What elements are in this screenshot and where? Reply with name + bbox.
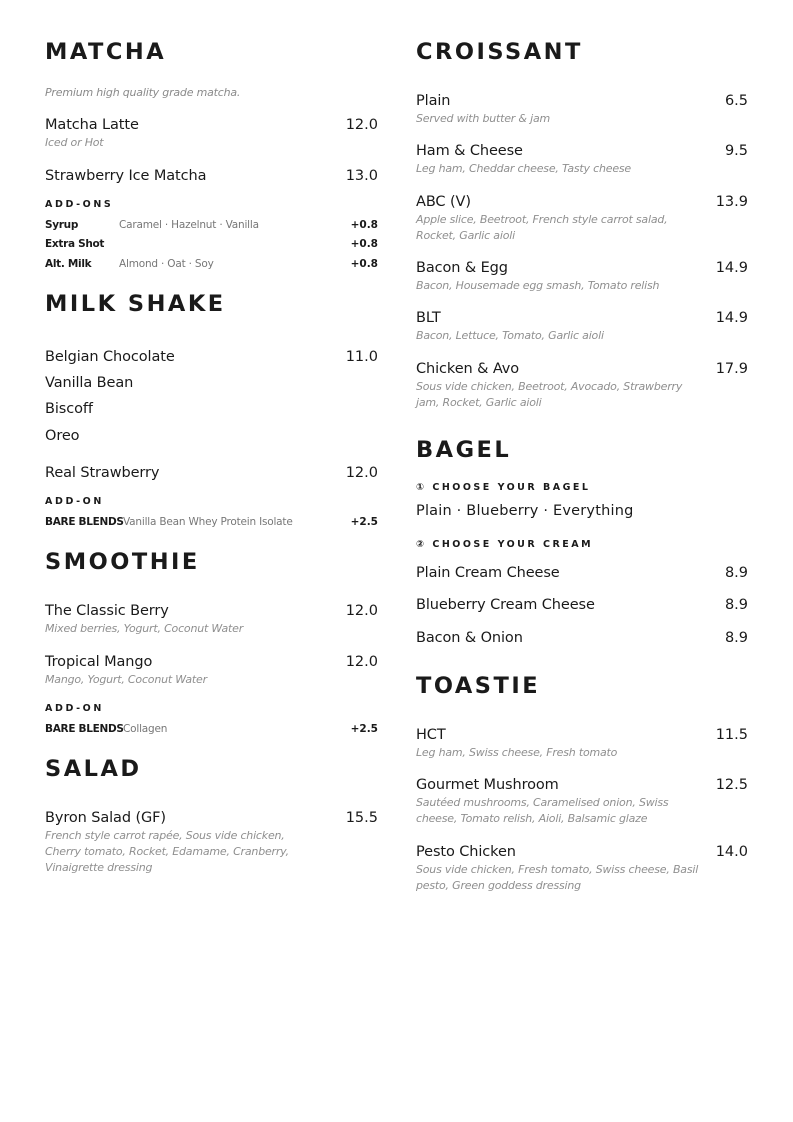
item-name: Belgian Chocolate xyxy=(45,349,175,365)
addon-options: Almond · Oat · Soy xyxy=(119,258,214,270)
bagel-step-2-heading: ② CHOOSE YOUR CREAM xyxy=(416,539,594,550)
item-name: HCT xyxy=(416,727,446,743)
item-price: 15.5 xyxy=(345,810,378,826)
menu-item-bacon-onion xyxy=(416,630,748,647)
item-price: 14.9 xyxy=(715,310,748,326)
bagel-types: Plain · Blueberry · Everything xyxy=(416,503,634,519)
item-description: Sautéed mushrooms, Caramelised onion, Swiss cheese, Tomato relish, Aioli, Balsamic glaze xyxy=(416,796,669,825)
addon-price: +0.8 xyxy=(350,219,378,231)
menu-item-gourmet-mushroom xyxy=(416,777,748,827)
item-description: French style carrot rapée, Sous vide chicken, Cherry tomato, Rocket, Edamame, Cranberry, Vinaigrette dressing xyxy=(45,829,289,874)
item-name: Matcha Latte xyxy=(45,117,139,133)
item-price: 13.9 xyxy=(715,194,748,210)
menu-item-byron-salad xyxy=(45,810,378,876)
menu-item-belgian-chocolate xyxy=(45,349,378,366)
item-price: 14.0 xyxy=(715,844,748,860)
item-price: 12.0 xyxy=(345,117,378,133)
item-name: Real Strawberry xyxy=(45,465,160,481)
matcha-addons-heading: ADD-ONS xyxy=(45,199,114,210)
item-name: Plain Cream Cheese xyxy=(416,565,560,581)
item-price: 12.0 xyxy=(345,603,378,619)
item-price: 8.9 xyxy=(724,565,748,581)
item-price: 14.9 xyxy=(715,260,748,276)
menu-item-blueberry-cream-cheese xyxy=(416,597,748,614)
item-description: Leg ham, Cheddar cheese, Tasty cheese xyxy=(416,162,631,175)
smoothie-addon-heading: ADD-ON xyxy=(45,703,104,714)
section-title-milkshake: MILK SHAKE xyxy=(45,291,226,317)
menu-item-oreo xyxy=(45,428,378,445)
addon-price: +2.5 xyxy=(350,723,378,735)
menu-item-vanilla-bean xyxy=(45,375,378,392)
addon-price: +0.8 xyxy=(350,238,378,250)
item-name: Bacon & Egg xyxy=(416,260,508,276)
addon-options: Vanilla Bean Whey Protein Isolate xyxy=(123,516,293,528)
menu-item-real-strawberry xyxy=(45,465,378,482)
section-title-smoothie: SMOOTHIE xyxy=(45,549,200,575)
item-description: Sous vide chicken, Fresh tomato, Swiss cheese, Basil pesto, Green goddess dressing xyxy=(416,863,699,892)
addon-name: BARE BLENDS xyxy=(45,516,124,528)
section-title-toastie: TOASTIE xyxy=(416,673,541,699)
item-description: Mango, Yogurt, Coconut Water xyxy=(45,673,207,686)
item-name: Bacon & Onion xyxy=(416,630,523,646)
section-title-croissant: CROISSANT xyxy=(416,39,583,65)
addon-name: Extra Shot xyxy=(45,238,105,250)
item-price: 11.5 xyxy=(715,727,748,743)
addon-price: +0.8 xyxy=(350,258,378,270)
item-name: Oreo xyxy=(45,428,80,444)
item-name: BLT xyxy=(416,310,441,326)
menu-item-matcha-latte xyxy=(45,117,378,151)
matcha-intro: Premium high quality grade matcha. xyxy=(45,86,241,99)
item-description: Mixed berries, Yogurt, Coconut Water xyxy=(45,622,244,635)
addon-row-bare-blends-collagen xyxy=(45,722,378,736)
addon-row-syrup xyxy=(45,218,378,232)
section-title-matcha: MATCHA xyxy=(45,39,167,65)
menu-item-biscoff xyxy=(45,401,378,418)
item-description: Sous vide chicken, Beetroot, Avocado, Strawberry jam, Rocket, Garlic aioli xyxy=(416,380,683,409)
menu-item-ham-cheese-croissant xyxy=(416,143,748,177)
menu-item-strawberry-ice-matcha xyxy=(45,168,378,185)
menu-item-abc-croissant xyxy=(416,194,748,244)
item-name: Vanilla Bean xyxy=(45,375,134,391)
item-price: 8.9 xyxy=(724,597,748,613)
menu-item-pesto-chicken xyxy=(416,844,748,894)
addon-row-alt-milk xyxy=(45,257,378,271)
addon-options: Caramel · Hazelnut · Vanilla xyxy=(119,219,259,231)
addon-options: Collagen xyxy=(123,723,168,735)
item-price: 13.0 xyxy=(345,168,378,184)
bagel-step-1-heading: ① CHOOSE YOUR BAGEL xyxy=(416,482,591,493)
item-description: Bacon, Housemade egg smash, Tomato relish xyxy=(416,279,660,292)
item-description: Served with butter & jam xyxy=(416,112,551,125)
menu-item-blt-croissant xyxy=(416,310,748,344)
menu-item-classic-berry xyxy=(45,603,378,637)
item-description: Iced or Hot xyxy=(45,136,104,149)
menu-item-bacon-egg-croissant xyxy=(416,260,748,294)
item-description: Bacon, Lettuce, Tomato, Garlic aioli xyxy=(416,329,604,342)
item-name: Ham & Cheese xyxy=(416,143,523,159)
section-title-bagel: BAGEL xyxy=(416,437,512,463)
item-name: Pesto Chicken xyxy=(416,844,516,860)
item-price: 17.9 xyxy=(715,361,748,377)
item-name: Gourmet Mushroom xyxy=(416,777,559,793)
addon-row-extra-shot xyxy=(45,237,378,251)
item-name: Chicken & Avo xyxy=(416,361,520,377)
item-price: 8.9 xyxy=(724,630,748,646)
item-price: 12.5 xyxy=(715,777,748,793)
menu-item-tropical-mango xyxy=(45,654,378,688)
item-price: 11.0 xyxy=(345,349,378,365)
addon-name: Syrup xyxy=(45,219,79,231)
item-name: Blueberry Cream Cheese xyxy=(416,597,595,613)
menu-item-plain-croissant xyxy=(416,93,748,127)
item-description: Apple slice, Beetroot, French style carrot salad, Rocket, Garlic aioli xyxy=(416,213,668,242)
milkshake-addon-heading: ADD-ON xyxy=(45,496,104,507)
menu-item-plain-cream-cheese xyxy=(416,565,748,582)
item-name: Byron Salad (GF) xyxy=(45,810,166,826)
menu-item-chicken-avo-croissant xyxy=(416,361,748,411)
item-description: Leg ham, Swiss cheese, Fresh tomato xyxy=(416,746,618,759)
item-name: The Classic Berry xyxy=(45,603,169,619)
addon-name: Alt. Milk xyxy=(45,258,92,270)
item-price: 12.0 xyxy=(345,654,378,670)
item-name: ABC (V) xyxy=(416,194,471,210)
addon-price: +2.5 xyxy=(350,516,378,528)
item-name: Plain xyxy=(416,93,451,109)
addon-name: BARE BLENDS xyxy=(45,723,124,735)
item-price: 9.5 xyxy=(724,143,748,159)
section-title-salad: SALAD xyxy=(45,756,142,782)
item-price: 12.0 xyxy=(345,465,378,481)
menu-item-hct xyxy=(416,727,748,761)
item-name: Strawberry Ice Matcha xyxy=(45,168,207,184)
addon-row-bare-blends-protein xyxy=(45,515,378,529)
item-price: 6.5 xyxy=(724,93,748,109)
item-name: Biscoff xyxy=(45,401,93,417)
item-name: Tropical Mango xyxy=(45,654,153,670)
